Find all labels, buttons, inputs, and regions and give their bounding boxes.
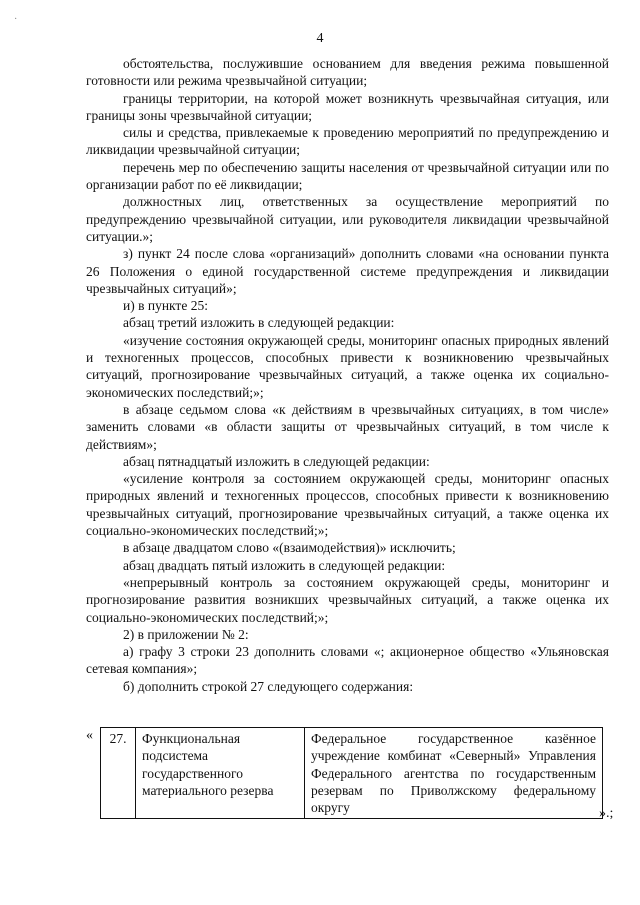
paragraph: а) графу 3 строки 23 дополнить словами «; акционерное общество «Ульяновская сетевая компания»; <box>86 644 609 677</box>
paragraph: б) дополнить строкой 27 следующего содержания: <box>123 678 414 694</box>
paragraph: «усиление контроля за состоянием окружающей среды, мониторинг опасных природных явлений и техногенных процессов, способных привести к возникновению чрезвычайных ситуаций, прогнозирование чрезвычайных ситуаций, а также оценка их социально-экономических последствий;»; <box>86 471 609 539</box>
scan-corner-mark: · <box>14 14 18 25</box>
table-row <box>101 728 603 819</box>
page-number: 4 <box>316 31 324 46</box>
paragraph: абзац двадцать пятый изложить в следующей редакции: <box>123 557 446 573</box>
appendix-table <box>100 727 603 819</box>
paragraph: абзац пятнадцатый изложить в следующей редакции: <box>123 453 430 469</box>
document-body <box>86 55 609 695</box>
paragraph: в абзаце двадцатом слово «(взаимодействия)» исключить; <box>123 540 456 556</box>
opening-quote: « <box>86 728 93 743</box>
paragraph: в абзаце седьмом слова «к действиям в чрезвычайных ситуациях, в том числе» заменить словами «в области защиты от чрезвычайных ситуаций, в том числе к действиям»; <box>86 401 609 452</box>
paragraph: должностных лиц, ответственных за осуществление мероприятий по предупреждению чрезвычайной ситуации, или руководителя ликвидации чрезвычайной ситуации.»; <box>86 194 609 244</box>
closing-quote: ».; <box>599 806 614 821</box>
appended-table-row <box>86 727 616 827</box>
paragraph: з) пункт 24 после слова «организаций» дополнить словами «на основании пункта 26 Положения о единой государственной системе предупреждения и ликвидации чрезвычайных ситуаций»; <box>86 246 609 296</box>
paragraph: границы территории, на которой может возникнуть чрезвычайная ситуация, или границы зоны чрезвычайной ситуации; <box>86 90 609 123</box>
paragraph: 2) в приложении № 2: <box>123 626 249 642</box>
paragraph: абзац третий изложить в следующей редакции: <box>123 315 395 331</box>
paragraph: силы и средства, привлекаемые к проведению мероприятий по предупреждению и ликвидации чрезвычайной ситуации; <box>86 125 609 158</box>
responsible-body-cell: Федеральное государственное казённое учреждение комбинат «Северный» Управления Федерального агентства по государственным резервам по Приволжскому федеральному округу <box>305 728 603 819</box>
paragraph: обстоятельства, послужившие основанием для введения режима повышенной готовности или режима чрезвычайной ситуации; <box>86 56 609 89</box>
paragraph: «непрерывный контроль за состоянием окружающей среды, мониторинг и прогнозирование развития возникших чрезвычайных ситуаций, а также оценка их социально-экономических последствий;»; <box>86 574 609 625</box>
subsystem-name-cell: Функциональная подсистема государственного материального резерва <box>136 728 305 819</box>
paragraph: перечень мер по обеспечению защиты населения от чрезвычайной ситуации или по организации работ по её ликвидации; <box>86 159 609 193</box>
paragraph: «изучение состояния окружающей среды, мониторинг опасных природных явлений и техногенных процессов, способных привести к возникновению чрезвычайных ситуаций, прогнозирование чрезвычайных ситуаций, а также оценка их социально-экономических последствий;»; <box>86 332 609 400</box>
paragraph: и) в пункте 25: <box>123 298 208 314</box>
row-number-cell: 27. <box>101 728 136 819</box>
